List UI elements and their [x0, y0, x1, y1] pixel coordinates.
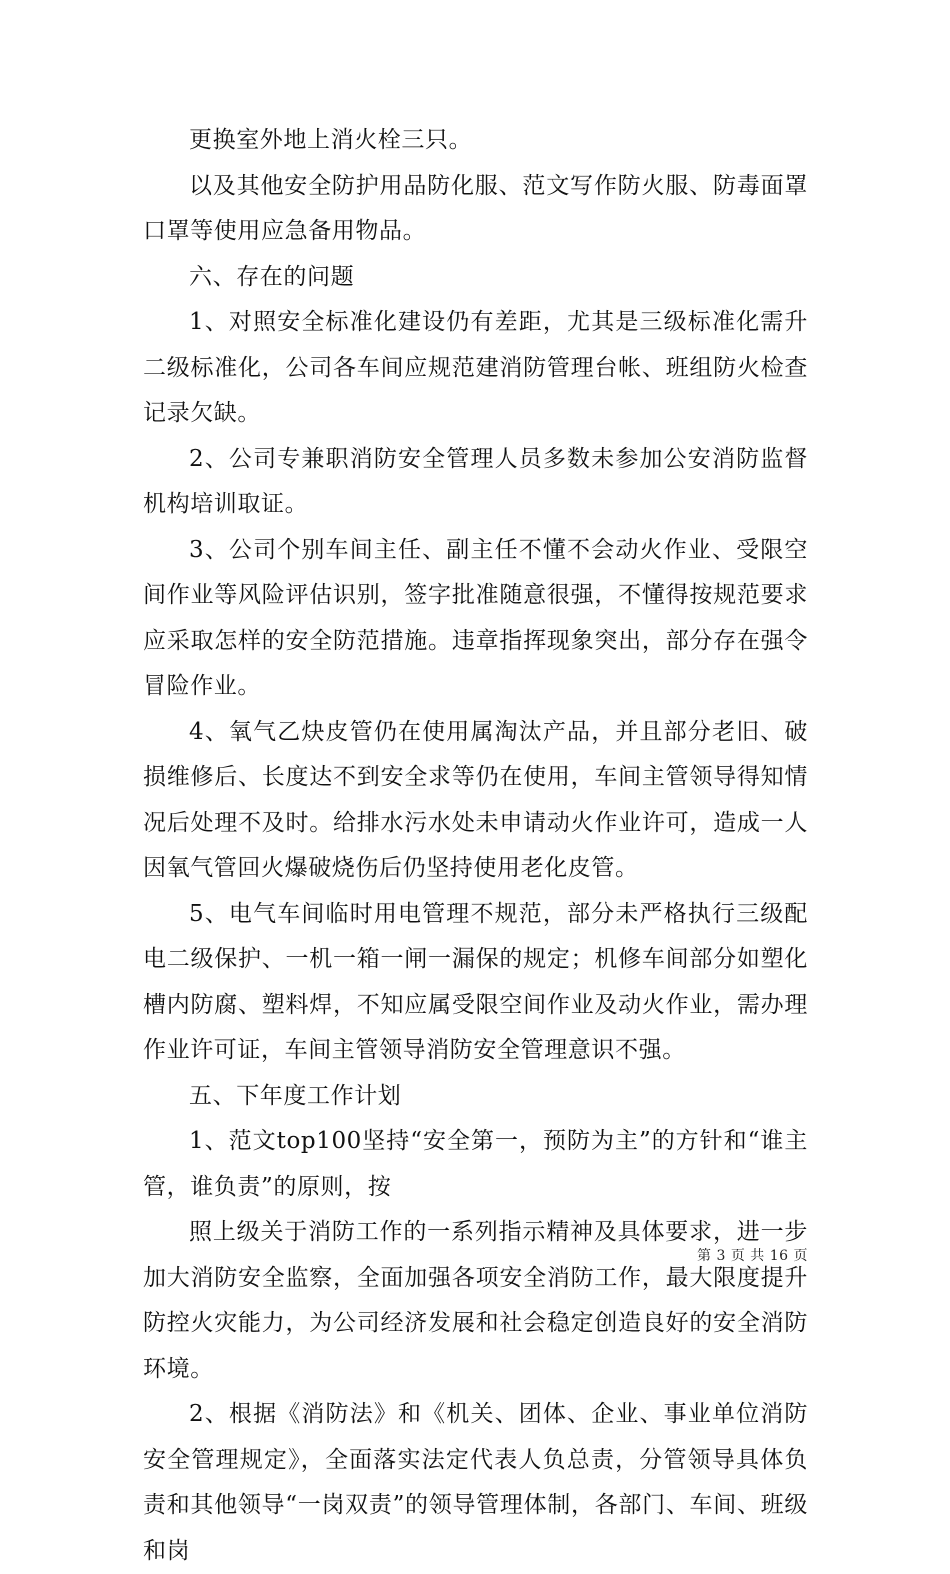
page-number: 第 3 页 共 16 页 [697, 1248, 808, 1264]
paragraph: 1、对照安全标准化建设仍有差距，尤其是三级标准化需升二级标准化，公司各车间应规范建消防管理台帐、班组防火检查记录欠缺。 [143, 309, 808, 426]
paragraph: 5、电气车间临时用电管理不规范，部分未严格执行三级配电二级保护、一机一箱一闸一漏保的规定；机修车间部分如塑化槽内防腐、塑料焊，不知应属受限空间作业及动火作业，需办理作业许可证，车间主管领导消防安全管理意识不强。 [143, 900, 808, 1063]
section-heading: 五、下年度工作计划 [189, 1082, 402, 1109]
paragraph: 2、根据《消防法》和《机关、团体、企业、事业单位消防安全管理规定》，全面落实法定代表人负总责，分管领导具体负责和其他领导“一岗双责”的领导管理体制，各部门、车间、班级和岗 [143, 1401, 808, 1564]
paragraph: 以及其他安全防护用品防化服、范文写作防火服、防毒面罩口罩等使用应急备用物品。 [143, 172, 808, 244]
paragraph: 2、公司专兼职消防安全管理人员多数未参加公安消防监督机构培训取证。 [143, 445, 808, 517]
paragraph: 3、公司个别车间主任、副主任不懂不会动火作业、受限空间作业等风险评估识别，签字批准随意很强，不懂得按规范要求应采取怎样的安全防范措施。违章指挥现象突出，部分存在强令冒险作业。 [143, 536, 808, 699]
paragraph: 4、氧气乙炔皮管仍在使用属淘汰产品，并且部分老旧、破损维修后、长度达不到安全求等仍在使用，车间主管领导得知情况后处理不及时。给排水污水处未申请动火作业许可，造成一人因氧气管回火爆破烧伤后仍坚持使用老化皮管。 [143, 718, 808, 881]
paragraph: 照上级关于消防工作的一系列指示精神及具体要求，进一步加大消防安全监察，全面加强各项安全消防工作，最大限度提升防控火灾能力，为公司经济发展和社会稳定创造良好的安全消防环境。 [143, 1219, 808, 1382]
paragraph: 更换室外地上消火栓三只。 [189, 127, 473, 153]
section-heading: 六、存在的问题 [189, 263, 355, 290]
paragraph: 1、范文top100坚持“安全第一，预防为主”的方针和“谁主管，谁负责”的原则，按 [143, 1128, 808, 1200]
document-body [143, 118, 808, 1574]
